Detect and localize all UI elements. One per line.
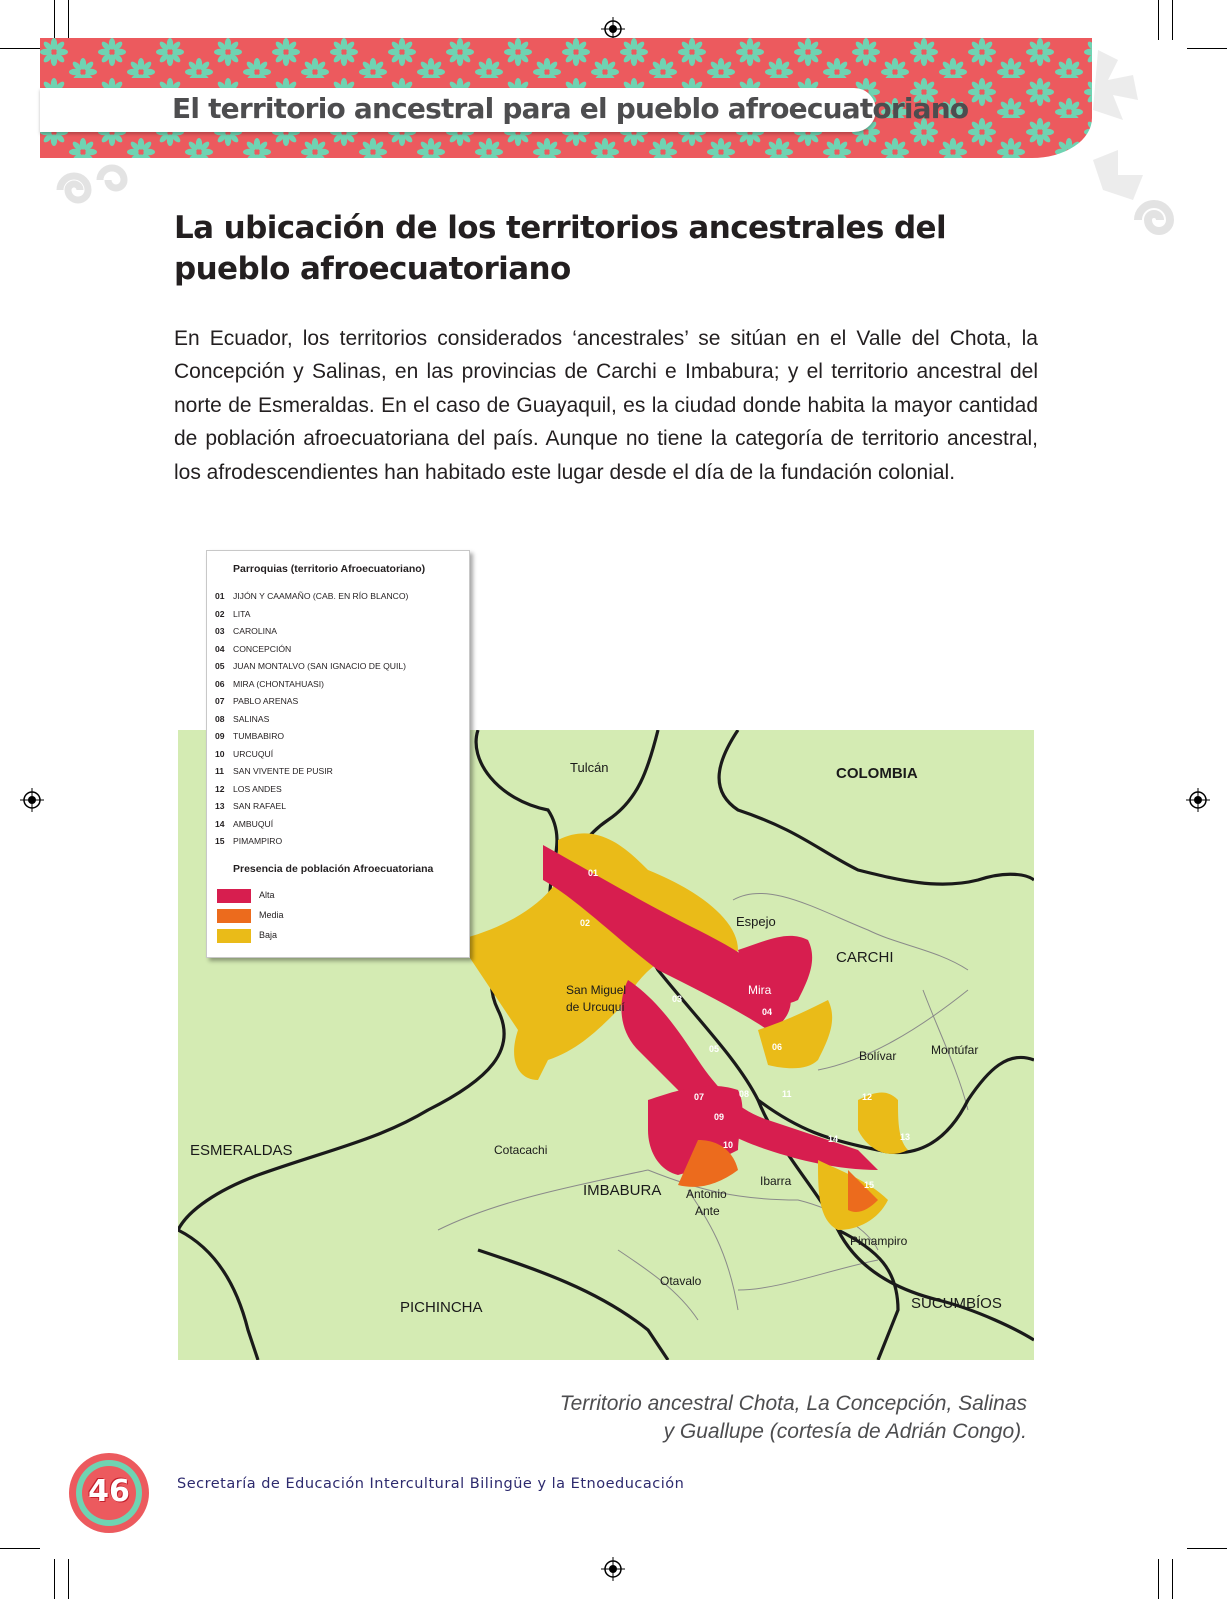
region-number-label: 01 <box>588 868 599 878</box>
registration-mark-icon <box>20 788 44 812</box>
map-label-otavalo: Otavalo <box>660 1274 702 1288</box>
crop-mark <box>54 1559 55 1599</box>
caption-line: Territorio ancestral Chota, La Concepción, Salinas <box>559 1392 1027 1415</box>
region-number-label: 05 <box>709 1044 720 1054</box>
list-item: 15 PIMAMPIRO <box>215 836 283 846</box>
list-item: 12 LOS ANDES <box>215 783 282 794</box>
color-swatch <box>217 889 251 903</box>
list-item: 02 LITA <box>215 608 251 619</box>
parish-list <box>215 588 408 851</box>
map-label-san-miguel: de Urcuquí <box>566 1000 625 1014</box>
list-item: 07 PABLO ARENAS <box>215 696 299 706</box>
map-legend <box>206 550 470 958</box>
region-number-label: 09 <box>714 1112 725 1122</box>
list-item: 04 CONCEPCIÓN <box>215 643 292 654</box>
region-number-label: 06 <box>772 1042 783 1052</box>
map-label-ibarra: Ibarra <box>760 1174 792 1188</box>
region-number-label: 02 <box>580 918 591 928</box>
footer-publisher: Secretaría de Educación Intercultural Bilingüe y la Etnoeducación <box>177 1476 685 1492</box>
list-item: 05 JUAN MONTALVO (SAN IGNACIO DE QUIL) <box>215 661 407 671</box>
crop-mark <box>68 1559 69 1599</box>
map-label-san-miguel: San Miguel <box>566 983 627 997</box>
list-item: 06 MIRA (CHONTAHUASI) <box>215 678 325 689</box>
crop-mark <box>1158 1559 1159 1599</box>
list-item: 01 JIJÓN Y CAAMAÑO (CAB. EN RÍO BLANCO) <box>215 591 409 601</box>
swatch-label: Media <box>259 910 284 920</box>
map-label-tulcan: Tulcán <box>570 760 609 775</box>
region-number-label: 12 <box>862 1092 873 1102</box>
crop-mark <box>1187 1548 1227 1549</box>
map-label-antonio-ante: Antonio <box>686 1187 727 1201</box>
map-label-colombia: COLOMBIA <box>836 765 918 782</box>
legend-title: Parroquias (territorio Afroecuatoriano) <box>233 563 426 575</box>
crop-mark <box>1172 0 1173 40</box>
map-label-espejo: Espejo <box>736 914 776 929</box>
crop-mark <box>0 1548 40 1549</box>
color-swatch <box>217 929 251 943</box>
presence-title: Presencia de población Afroecuatoriana <box>233 863 434 875</box>
region-number-label: 13 <box>900 1132 911 1142</box>
map-label-mira: Mira <box>748 983 772 997</box>
section-heading: La ubicación de los territorios ancestrales del pueblo afroecuatoriano <box>174 210 947 287</box>
map-label-pimampiro: Pimampiro <box>850 1234 908 1248</box>
region-number-label: 07 <box>694 1092 705 1102</box>
spiral-ornament-icon <box>40 150 150 220</box>
registration-mark-icon <box>1186 788 1210 812</box>
region-number-label: 14 <box>828 1134 839 1144</box>
region-number-label: 08 <box>739 1089 750 1099</box>
registration-mark-icon <box>601 1557 625 1581</box>
list-item: 08 SALINAS <box>215 713 270 724</box>
crop-mark <box>68 0 69 40</box>
caption-line: y Guallupe (cortesía de Adrián Congo). <box>663 1420 1027 1443</box>
map-label-carchi: CARCHI <box>836 949 894 966</box>
page-number: 46 <box>88 1474 130 1509</box>
map-caption <box>560 1390 1027 1446</box>
region-number-label: 11 <box>782 1089 792 1099</box>
region-number-label: 03 <box>672 994 683 1004</box>
swatch-label: Baja <box>259 930 278 940</box>
crop-mark <box>54 0 55 40</box>
crop-mark <box>1158 0 1159 40</box>
region-number-label: 10 <box>723 1140 734 1150</box>
color-swatch <box>217 909 251 923</box>
body-paragraph: En Ecuador, los territorios considerados ‘ancestrales’ se sitúan en el Valle del Chota, la Concepción y Salinas, en las provincias de Carchi e Imbabura; y el territorio ancestral del norte de Esmeraldas. En el caso de Guayaquil, es la ciudad donde habita la mayor cantidad de población afroecuatoriana del país. Aunque no tiene la categoría de territorio ancestral, los afrodescendientes han habitado este lugar desde el día de la fundación colonial. <box>174 327 1038 484</box>
map-label-cotacachi: Cotacachi <box>494 1143 548 1157</box>
crop-mark <box>1187 48 1227 49</box>
crop-mark <box>0 48 40 49</box>
map-label-sucumbios: SUCUMBÍOS <box>911 1295 1002 1312</box>
map-label-antonio-ante: Ante <box>695 1204 720 1218</box>
region-number-label: 15 <box>864 1180 875 1190</box>
region-number-label: 04 <box>762 1007 773 1017</box>
list-item: 09 TUMBABIRO <box>215 731 285 741</box>
list-item: 10 URCUQUÍ <box>215 748 274 759</box>
map-label-montufar: Montúfar <box>931 1043 979 1057</box>
list-item: 03 CAROLINA <box>215 626 277 636</box>
list-item: 14 AMBUQUÍ <box>215 818 274 829</box>
chapter-title: El territorio ancestral para el pueblo afroecuatoriano <box>172 92 969 125</box>
crop-mark <box>1172 1559 1173 1599</box>
list-item: 11 SAN VIVENTE DE PUSIR <box>215 766 333 776</box>
map-label-bolivar: Bolívar <box>859 1049 897 1063</box>
map-label-pichincha: PICHINCHA <box>400 1299 483 1316</box>
swatch-label: Alta <box>259 890 275 900</box>
map-label-esmeraldas: ESMERALDAS <box>190 1142 293 1159</box>
list-item: 13 SAN RAFAEL <box>215 801 287 811</box>
map-label-imbabura: IMBABURA <box>583 1182 662 1199</box>
